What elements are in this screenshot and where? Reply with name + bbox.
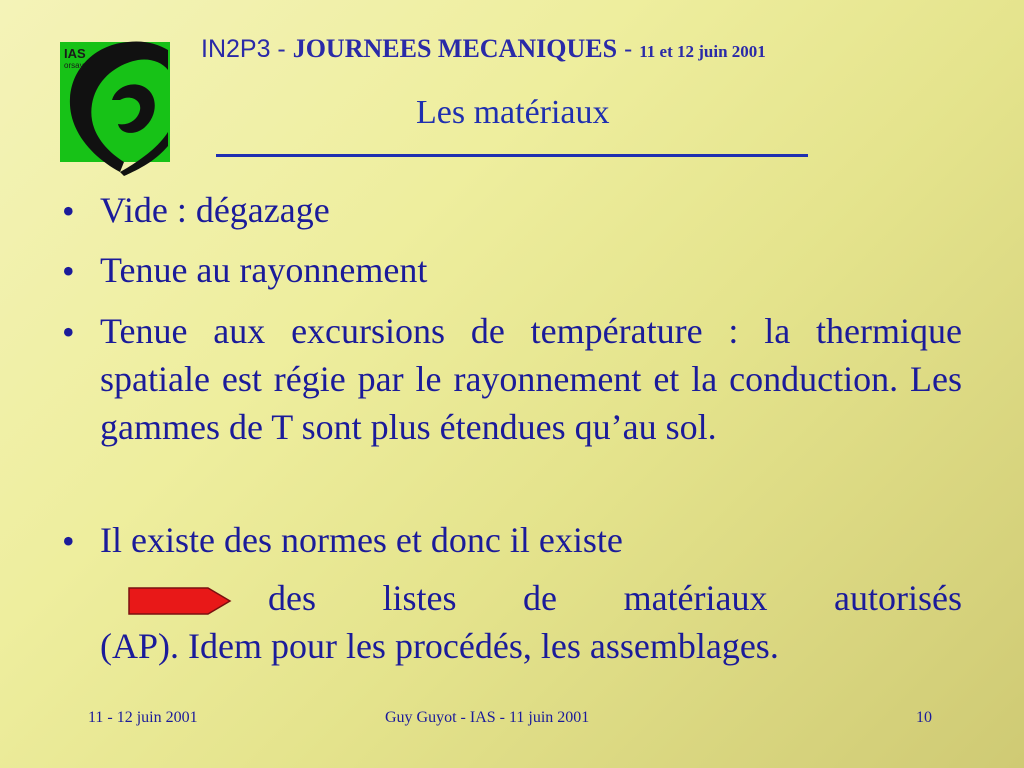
logo-text-orsay: orsay — [64, 61, 84, 70]
header-separator-2: - — [617, 35, 640, 63]
header-org: IN2P3 — [201, 35, 271, 63]
logo-text-ias: IAS — [64, 46, 86, 61]
bullet-text-2: Tenue au rayonnement — [100, 250, 428, 290]
bullet-marker-2: • — [62, 251, 75, 291]
footer-page-number: 10 — [916, 709, 932, 726]
footer-author: Guy Guyot - IAS - 11 juin 2001 — [385, 709, 590, 726]
right-arrow-icon — [128, 586, 232, 616]
header-event: JOURNEES MECANIQUES — [292, 34, 618, 63]
continuation-line-1: des listes de matériaux autorisés — [268, 578, 962, 618]
footer-date: 11 - 12 juin 2001 — [88, 709, 198, 726]
continuation-line-2: (AP). Idem pour les procédés, les assemblages. — [100, 626, 779, 666]
bullet-marker-3: • — [62, 312, 75, 352]
ias-logo — [58, 36, 172, 176]
title-underline — [216, 154, 808, 157]
header-separator-1: - — [270, 35, 293, 63]
header-dates: 11 et 12 juin 2001 — [639, 42, 766, 61]
slide-header — [201, 36, 766, 62]
bullet-marker-1: • — [62, 191, 75, 231]
slide-title: Les matériaux — [416, 94, 610, 131]
bullet-text-3: Tenue aux excursions de température : la thermique spatiale est régie par le rayonnement et la conduction. Les gammes de T sont plus étendues qu’au sol. — [100, 311, 962, 447]
bullet-text-1: Vide : dégazage — [100, 190, 330, 230]
bullet-marker-4: • — [62, 521, 75, 561]
bullet-text-4: Il existe des normes et donc il existe — [100, 520, 623, 560]
